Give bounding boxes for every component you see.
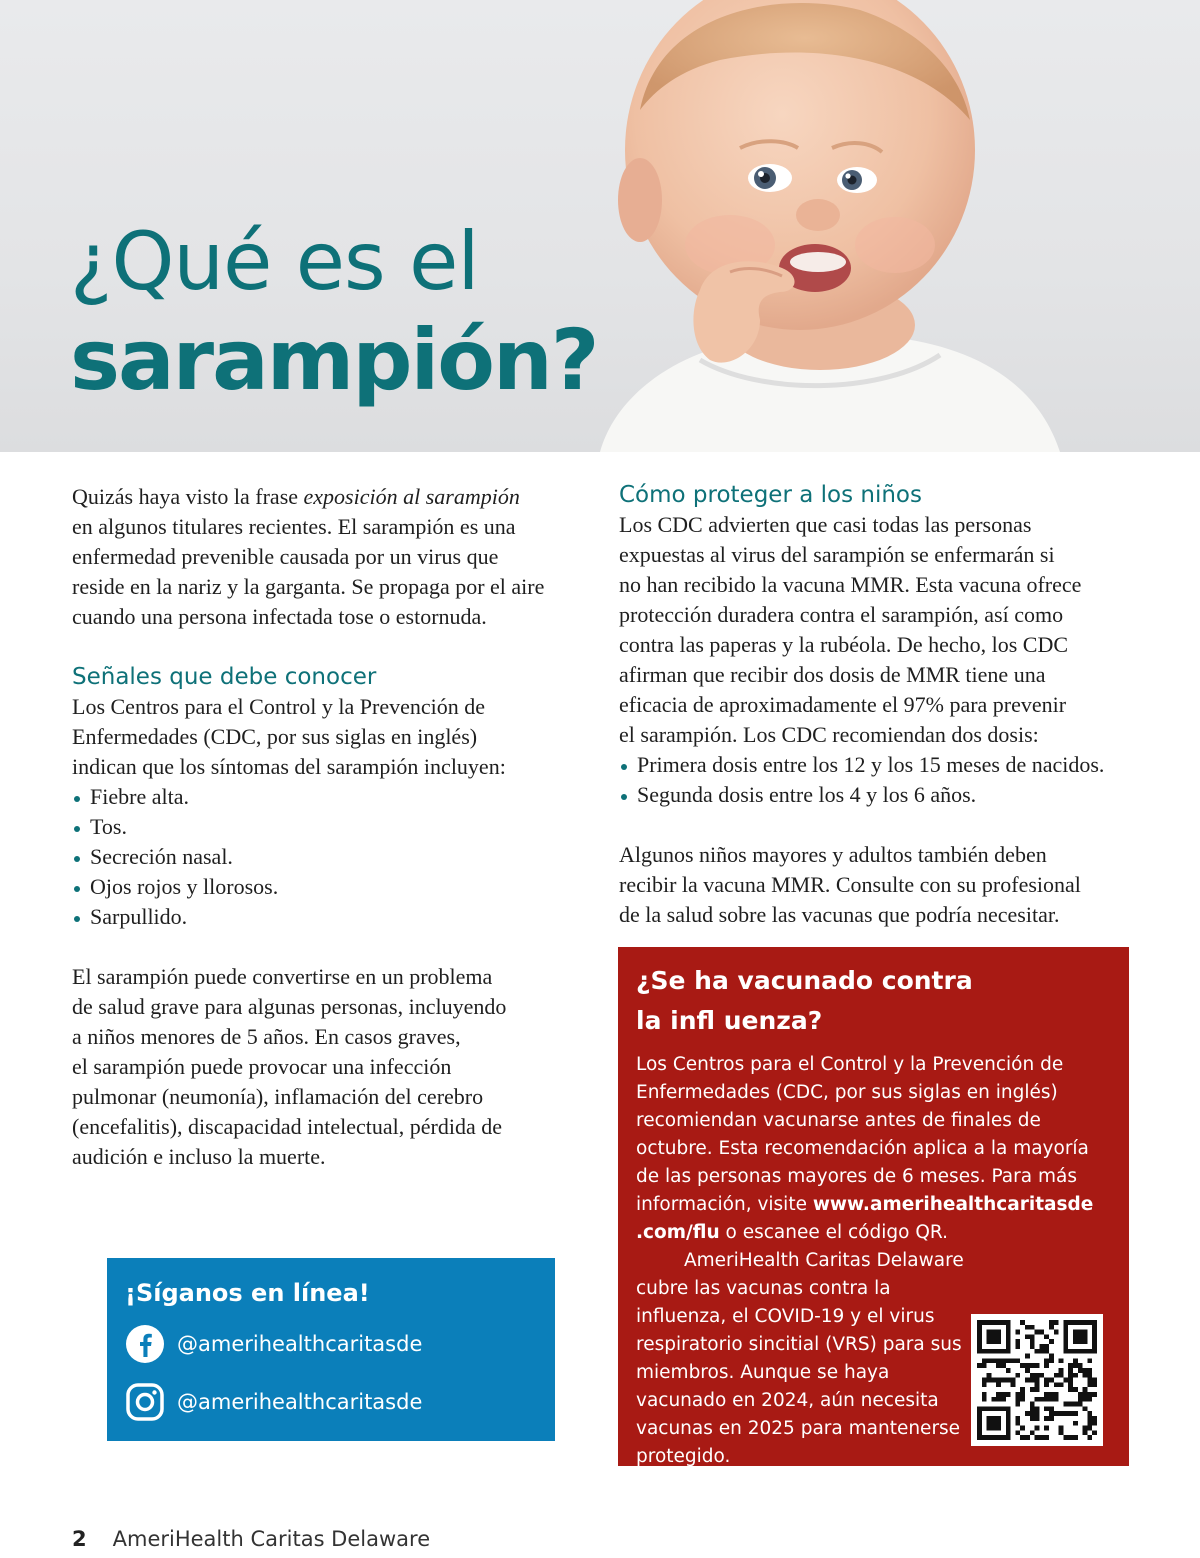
title-line-2: sarampión? (70, 311, 598, 409)
signs-heading: Señales que debe conocer (72, 664, 377, 690)
page-title (70, 215, 598, 409)
doses-list (619, 750, 1139, 810)
baby-photo (560, 0, 1200, 452)
page-footer (72, 1527, 430, 1551)
intro-rest: en algunos titulares recientes. El sarampión es una enfermedad prevenible causada por un virus que reside en la nariz y la garganta. Se propaga por el aire cuando una persona infectada tose o estornuda. (72, 514, 545, 629)
coverage-paragraph: AmeriHealth Caritas Delaware cubre las vacunas contra la influenza, el COVID-19 y el virus respiratorio sincitial (VRS) para sus miembros. Aunque se haya vacunado en 2024, aún necesita vacunas en 2025 para mantenerse protegido. (636, 1250, 964, 1467)
page-number: 2 (72, 1527, 87, 1551)
signs-paragraph: Los Centros para el Control y la Prevención de Enfermedades (CDC, por sus siglas en inglés) indican que los síntomas del sarampión incluyen: (72, 694, 506, 779)
follow-us-box (107, 1258, 555, 1441)
symptom-item: Fiebre alta. (72, 782, 572, 812)
facebook-link[interactable] (125, 1324, 537, 1364)
instagram-handle: @amerihealthcaritasde (177, 1390, 423, 1414)
symptom-item: Secreción nasal. (72, 842, 572, 872)
flu-title: ¿Se ha vacunado contra la infl uenza? (636, 966, 973, 1035)
qr-code-icon (977, 1320, 1097, 1440)
instagram-link[interactable] (125, 1382, 537, 1422)
intro-italic-phrase: exposición al sarampión (303, 484, 520, 509)
hero-banner (0, 0, 1200, 452)
footer-org-name: AmeriHealth Caritas Delaware (112, 1527, 431, 1551)
symptom-item: Sarpullido. (72, 902, 572, 932)
symptom-item: Tos. (72, 812, 572, 842)
facebook-handle: @amerihealthcaritasde (177, 1332, 423, 1356)
qr-code[interactable] (971, 1314, 1103, 1446)
dose-item: Primera dosis entre los 12 y los 15 meses de nacidos. (619, 750, 1139, 780)
follow-us-title: ¡Síganos en línea! (125, 1279, 370, 1307)
instagram-icon (125, 1382, 165, 1422)
flu-vaccine-box (618, 947, 1129, 1466)
symptom-item: Ojos rojos y llorosos. (72, 872, 572, 902)
right-column (619, 480, 1139, 930)
left-column (72, 482, 572, 1172)
complications-paragraph: El sarampión puede convertirse en un problema de salud grave para algunas personas, incluyendo a niños menores de 5 años. En casos graves, el sarampión puede provocar una infección pulmonar (neumonía), inflamación del cerebro (encefalitis), discapacidad intelectual, pérdida de audición e incluso la muerte. (72, 964, 507, 1169)
title-line-1: ¿Qué es el (70, 215, 479, 308)
intro-paragraph (72, 482, 572, 632)
dose-item: Segunda dosis entre los 4 y los 6 años. (619, 780, 1139, 810)
flu-text-before-url: Los Centros para el Control y la Prevención de Enfermedades (CDC, por sus siglas en inglés) recomiendan vacunarse antes de finales de octubre. Esta recomendación aplica a la mayoría de las personas mayores de 6 meses. Para más información, visite (636, 1054, 1089, 1215)
flu-text-after-url: o escanee el código QR. (719, 1222, 948, 1243)
flu-paragraph (636, 1051, 1111, 1247)
protect-paragraph: Los CDC advierten que casi todas las personas expuestas al virus del sarampión se enfermarán si no han recibido la vacuna MMR. Esta vacuna ofrece protección duradera contra el sarampión, así como contra las paperas y la rubéola. De hecho, los CDC afirman que recibir dos dosis de MMR tiene una eficacia de aproximadamente el 97% para prevenir el sarampión. Los CDC recomiendan dos dosis: (619, 512, 1082, 747)
symptoms-list (72, 782, 572, 932)
intro-lead: Quizás haya visto la frase (72, 484, 304, 509)
flu-url-link[interactable]: www.amerihealthcaritasde .com/flu (636, 1194, 1094, 1243)
protect-heading: Cómo proteger a los niños (619, 482, 922, 508)
adults-paragraph: Algunos niños mayores y adultos también deben recibir la vacuna MMR. Consulte con su profesional de la salud sobre las vacunas que podría necesitar. (619, 842, 1081, 927)
facebook-icon (125, 1324, 165, 1364)
